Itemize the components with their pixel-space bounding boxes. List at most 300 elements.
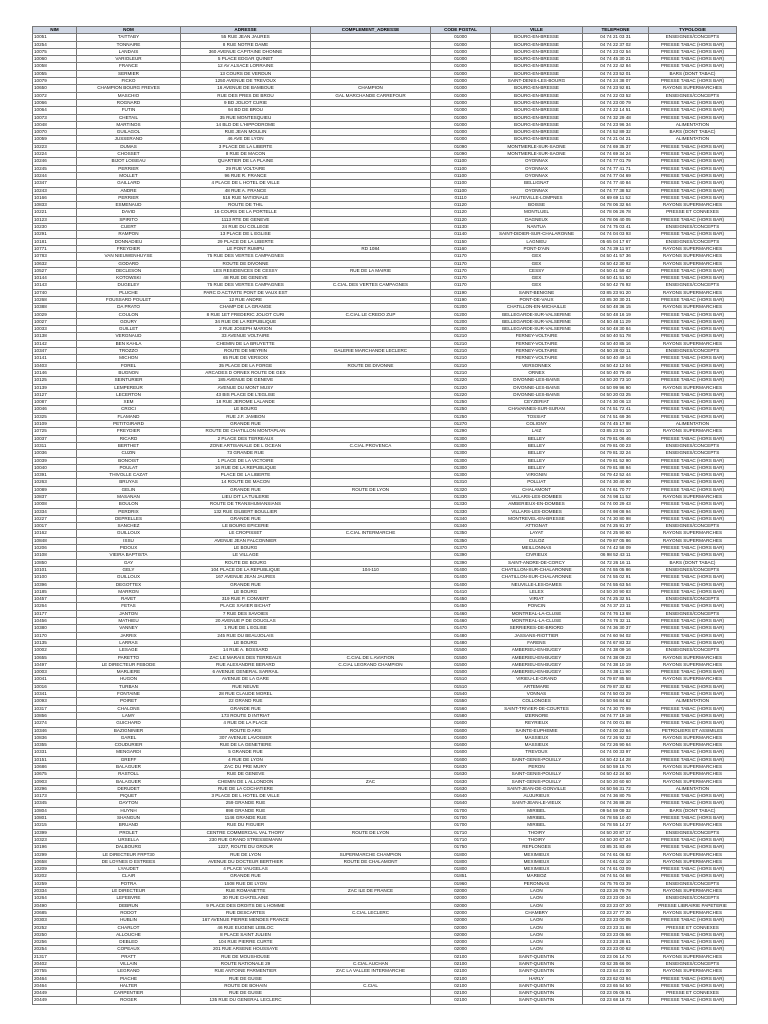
cell-code-postal: 01000 — [431, 114, 491, 121]
cell-code-postal: 01170 — [431, 275, 491, 282]
cell-telephone: 04 79 87 32 82 — [583, 683, 649, 690]
cell-nim: 10341 — [33, 691, 77, 698]
cell-code-postal: 01630 — [431, 785, 491, 792]
table-row — [33, 362, 737, 369]
cell-adresse: AVENUE JEAN FALCONNIER — [181, 537, 311, 544]
cell-code-postal: 01560 — [431, 705, 491, 712]
cell-nim: 10224 — [33, 151, 77, 158]
cell-nom: GAY — [77, 559, 181, 566]
cell-adresse: 8 RUE DE MACON — [181, 151, 311, 158]
cell-nom: SANCHEZ — [77, 523, 181, 530]
cell-nom: GODARD — [77, 260, 181, 267]
cell-nom: DECLESON — [77, 267, 181, 274]
cell-nim: 10093 — [33, 698, 77, 705]
cell-telephone: 03 23 23 00 62 — [583, 946, 649, 953]
table-row — [33, 406, 737, 413]
cell-telephone: 04 74 77 19 18 — [583, 712, 649, 719]
cell-nom: LEMPEREUR — [77, 384, 181, 391]
cell-complement-adresse — [311, 143, 431, 150]
table-row — [33, 888, 737, 895]
cell-nim: 20250 — [33, 931, 77, 938]
cell-typologie: ENSEIGNES/CONCEPTS — [649, 610, 737, 617]
cell-telephone: 04 79 87 05 86 — [583, 537, 649, 544]
cell-nim: 10221 — [33, 209, 77, 216]
cell-adresse: 173 ROUTE D INTRIAT — [181, 712, 311, 719]
cell-complement-adresse — [311, 479, 431, 486]
cell-nim: 10123 — [33, 216, 77, 223]
cell-nim: 20464 — [33, 982, 77, 989]
cell-typologie: RAYONS SUPERMARCHES — [649, 771, 737, 778]
cell-nom: MENGARDI — [77, 749, 181, 756]
cell-adresse: GRANDE RUE — [181, 515, 311, 522]
cell-adresse: 5 GRANDE RUE — [181, 749, 311, 756]
table-row — [33, 756, 737, 763]
cell-complement-adresse — [311, 326, 431, 333]
cell-typologie: PRESSE TABAC (HORS BAR) — [649, 377, 737, 384]
cell-nim: 10075 — [33, 48, 77, 55]
cell-typologie: RAYONS SUPERMARCHES — [649, 260, 737, 267]
cell-ville: ATTIGNAT — [491, 523, 583, 530]
cell-code-postal: 01100 — [431, 187, 491, 194]
cell-complement-adresse — [311, 800, 431, 807]
cell-nim: 10347 — [33, 180, 77, 187]
cell-code-postal: 01100 — [431, 172, 491, 179]
cell-ville: MONTREAL-LA-CLUSE — [491, 610, 583, 617]
cell-nim: 10291 — [33, 231, 77, 238]
cell-typologie: BARS (DONT TABAC) — [649, 129, 737, 136]
table-row — [33, 961, 737, 968]
cell-ville: PONCIN — [491, 603, 583, 610]
cell-code-postal: 01200 — [431, 326, 491, 333]
cell-typologie: RAYONS SUPERMARCHES — [649, 742, 737, 749]
cell-nim: 10230 — [33, 224, 77, 231]
cell-complement-adresse — [311, 691, 431, 698]
cell-code-postal: 02000 — [431, 909, 491, 916]
cell-adresse: 96 RUE R. FRANCE — [181, 172, 311, 179]
cell-nom: FOUSSARD POULET — [77, 296, 181, 303]
cell-code-postal: 01170 — [431, 260, 491, 267]
cell-nom: LE DIRECTEUR FRPT30 — [77, 851, 181, 858]
cell-telephone: 04 74 51 72 41 — [583, 406, 649, 413]
header-complement-adresse: COMPLEMENT_ADRESSE — [311, 27, 431, 34]
cell-telephone: 03 23 64 21 00 — [583, 968, 649, 975]
cell-code-postal: 01370 — [431, 545, 491, 552]
cell-ville: POLLIAT — [491, 479, 583, 486]
cell-complement-adresse — [311, 399, 431, 406]
cell-telephone: 04 74 30 80 98 — [583, 515, 649, 522]
cell-nim: 10125 — [33, 377, 77, 384]
cell-nom: RAMPON — [77, 231, 181, 238]
cell-code-postal: 02100 — [431, 961, 491, 968]
cell-telephone: 04 50 41 57 36 — [583, 253, 649, 260]
cell-nom: HUBLIN — [77, 917, 181, 924]
table-row — [33, 165, 737, 172]
table-row — [33, 508, 737, 515]
cell-complement-adresse — [311, 340, 431, 347]
cell-nom: FONTAINE — [77, 691, 181, 698]
cell-code-postal: 01100 — [431, 158, 491, 165]
cell-ville: SERRIERES-DE-BRIORD — [491, 625, 583, 632]
cell-telephone: 04 78 55 14 27 — [583, 822, 649, 829]
cell-ville: LELEX — [491, 588, 583, 595]
cell-code-postal: 02000 — [431, 888, 491, 895]
cell-telephone: 04 50 48 30 84 — [583, 326, 649, 333]
cell-typologie: PRESSE TABAC (HORS BAR) — [649, 515, 737, 522]
cell-code-postal: 01120 — [431, 209, 491, 216]
cell-nom: VERGNAUD — [77, 333, 181, 340]
cell-nim: 10151 — [33, 756, 77, 763]
cell-telephone: 04 74 67 83 32 — [583, 639, 649, 646]
cell-telephone: 04 74 30 06 13 — [583, 399, 649, 406]
cell-code-postal: 01090 — [431, 143, 491, 150]
cell-telephone: 04 50 56 31 72 — [583, 785, 649, 792]
cell-telephone: 04 74 30 70 99 — [583, 705, 649, 712]
table-row — [33, 785, 737, 792]
cell-ville: MEXIMIEUX — [491, 858, 583, 865]
cell-telephone: 04 74 36 88 28 — [583, 800, 649, 807]
cell-code-postal: 01340 — [431, 515, 491, 522]
cell-adresse: GRANDE RUE — [181, 581, 311, 588]
cell-ville: SAINT-DENIS-LES-BOURG — [491, 78, 583, 85]
cell-nim: 10380 — [33, 625, 77, 632]
cell-code-postal: 01960 — [431, 880, 491, 887]
header-row — [33, 27, 737, 34]
cell-telephone: 04 50 42 24 60 — [583, 771, 649, 778]
cell-adresse: ROUTE NATIONALE 29 — [181, 961, 311, 968]
cell-adresse: CENTRE COMMERCIAL VAL THORY — [181, 829, 311, 836]
cell-nim: 10101 — [33, 566, 77, 573]
cell-telephone: 04 74 77 04 69 — [583, 172, 649, 179]
cell-code-postal: 01130 — [431, 224, 491, 231]
table-row — [33, 479, 737, 486]
cell-code-postal: 01000 — [431, 41, 491, 48]
table-row — [33, 56, 737, 63]
cell-nim: 20755 — [33, 968, 77, 975]
cell-ville: BOURG-EN-BRESSE — [491, 136, 583, 143]
cell-nom: FICKO — [77, 78, 181, 85]
cell-complement-adresse — [311, 793, 431, 800]
cell-code-postal: 01250 — [431, 399, 491, 406]
cell-ville: VERSONNEX — [491, 362, 583, 369]
cell-telephone: 03 85 31 83 49 — [583, 844, 649, 851]
cell-complement-adresse — [311, 807, 431, 814]
table-row — [33, 216, 737, 223]
table-row — [33, 421, 737, 428]
cell-nom: DE LOYNES D ESTREES — [77, 858, 181, 865]
cell-code-postal: 01340 — [431, 523, 491, 530]
cell-telephone: 04 74 61 02 10 — [583, 858, 649, 865]
table-row — [33, 858, 737, 865]
cell-typologie: RAYONS SUPERMARCHES — [649, 734, 737, 741]
table-row — [33, 771, 737, 778]
cell-nim: 20303 — [33, 917, 77, 924]
table-row — [33, 442, 737, 449]
cell-code-postal: 01710 — [431, 829, 491, 836]
cell-typologie: ENSEIGNES/CONCEPTS — [649, 450, 737, 457]
cell-ville: BOURG-EN-BRESSE — [491, 92, 583, 99]
cell-nom: GELY — [77, 566, 181, 573]
cell-typologie: PRESSE TABAC (HORS BAR) — [649, 311, 737, 318]
cell-complement-adresse — [311, 194, 431, 201]
table-row — [33, 829, 737, 836]
cell-nim: 10100 — [33, 574, 77, 581]
cell-complement-adresse: CHAMPION — [311, 85, 431, 92]
cell-typologie: ENSEIGNES/CONCEPTS — [649, 895, 737, 902]
cell-telephone: 04 50 20 03 25 — [583, 391, 649, 398]
cell-code-postal: 01750 — [431, 844, 491, 851]
cell-ville: LAON — [491, 924, 583, 931]
cell-complement-adresse — [311, 559, 431, 566]
cell-ville: DIVONNE-LES-BAINS — [491, 384, 583, 391]
cell-adresse: 65 RUE DE VERSOIX — [181, 355, 311, 362]
cell-telephone: 03 23 62 03 94 — [583, 975, 649, 982]
cell-nim: 20685 — [33, 909, 77, 916]
cell-complement-adresse — [311, 99, 431, 106]
cell-typologie: ENSEIGNES/CONCEPTS — [649, 647, 737, 654]
table-row — [33, 151, 737, 158]
cell-complement-adresse — [311, 705, 431, 712]
cell-adresse: LE BOURG — [181, 406, 311, 413]
cell-typologie: PRESSE TABAC (HORS BAR) — [649, 464, 737, 471]
cell-code-postal: 01640 — [431, 800, 491, 807]
table-row — [33, 603, 737, 610]
cell-complement-adresse — [311, 289, 431, 296]
table-row — [33, 428, 737, 435]
cell-nim: 10070 — [33, 129, 77, 136]
table-row — [33, 92, 737, 99]
cell-adresse: 132 RUE GILBERT BOULLIER — [181, 508, 311, 515]
table-row — [33, 70, 737, 77]
cell-ville: SAINT-QUENTIN — [491, 968, 583, 975]
table-row — [33, 749, 737, 756]
cell-adresse: RUE DU FIGUIER — [181, 822, 311, 829]
cell-ville: BELLEY — [491, 435, 583, 442]
cell-complement-adresse — [311, 953, 431, 960]
cell-telephone: 04 72 26 92 32 — [583, 734, 649, 741]
table-row — [33, 654, 737, 661]
cell-code-postal: 02100 — [431, 982, 491, 989]
cell-telephone: 04 50 20 60 60 — [583, 778, 649, 785]
cell-nom: URSELLA — [77, 836, 181, 843]
cell-code-postal: 01800 — [431, 851, 491, 858]
cell-adresse: PLACE DE LA LIBERTE — [181, 472, 311, 479]
cell-complement-adresse — [311, 924, 431, 931]
table-row — [33, 734, 737, 741]
cell-nim: 10650 — [33, 85, 77, 92]
cell-telephone: 04 74 00 01 88 — [583, 720, 649, 727]
cell-adresse: 13 PLACE DE L EGLISE — [181, 231, 311, 238]
cell-nim: 10143 — [33, 282, 77, 289]
cell-nim: 10127 — [33, 391, 77, 398]
cell-ville: BELLEY — [491, 442, 583, 449]
cell-adresse: 167 AVENUE PIERRE MENDES FRANCE — [181, 917, 311, 924]
cell-adresse: RUE J.F. JAMBON — [181, 413, 311, 420]
cell-ville: PERONNAS — [491, 880, 583, 887]
cell-typologie: PRESSE TABAC (HORS BAR) — [649, 800, 737, 807]
cell-code-postal: 01630 — [431, 771, 491, 778]
cell-telephone: 03 23 06 14 70 — [583, 953, 649, 960]
table-row — [33, 763, 737, 770]
cell-complement-adresse — [311, 165, 431, 172]
cell-telephone: 04 74 23 00 79 — [583, 99, 649, 106]
cell-telephone: 04 78 55 10 40 — [583, 815, 649, 822]
cell-ville: CHALAMONT — [491, 486, 583, 493]
cell-adresse: ZAC DU PRE MURY — [181, 763, 311, 770]
cell-complement-adresse — [311, 56, 431, 63]
cell-adresse: 259 GRANDE RUE — [181, 800, 311, 807]
cell-telephone: 04 72 26 90 64 — [583, 742, 649, 749]
cell-nim: 10686 — [33, 763, 77, 770]
cell-ville: MONTREAL-LA-CLUSE — [491, 618, 583, 625]
table-row — [33, 245, 737, 252]
table-row — [33, 129, 737, 136]
cell-code-postal: 01000 — [431, 56, 491, 63]
cell-code-postal: 01310 — [431, 479, 491, 486]
cell-adresse: 1 PLACE DE LA VICTOIRE — [181, 457, 311, 464]
cell-typologie: PRESSE TABAC (HORS BAR) — [649, 815, 737, 822]
cell-ville: AMBERIEU-EN-BUGEY — [491, 661, 583, 668]
cell-telephone: 04 74 22 37 02 — [583, 41, 649, 48]
cell-complement-adresse — [311, 333, 431, 340]
cell-nom: ISSU — [77, 537, 181, 544]
table-row — [33, 559, 737, 566]
cell-nim: 10497 — [33, 661, 77, 668]
table-row — [33, 413, 737, 420]
cell-adresse: 22 GRAND RUE — [181, 698, 311, 705]
cell-adresse: LIEU DIT LA TUILERIE — [181, 494, 311, 501]
table-row — [33, 231, 737, 238]
cell-nim: 10837 — [33, 494, 77, 501]
cell-adresse: 5 PLACE EDGAR QUINET — [181, 56, 311, 63]
cell-typologie: PRESSE TABAC (HORS BAR) — [649, 931, 737, 938]
cell-code-postal: 01000 — [431, 70, 491, 77]
cell-code-postal: 01090 — [431, 151, 491, 158]
table-row — [33, 566, 737, 573]
table-row — [33, 530, 737, 537]
cell-code-postal: 01000 — [431, 129, 491, 136]
cell-code-postal: 01200 — [431, 304, 491, 311]
table-row — [33, 391, 737, 398]
cell-complement-adresse: C.CIAL — [311, 982, 431, 989]
cell-ville: REPLONGES — [491, 844, 583, 851]
cell-telephone: 03 23 23 28 61 — [583, 939, 649, 946]
cell-telephone: 04 74 51 69 36 — [583, 413, 649, 420]
cell-nim: 10064 — [33, 107, 77, 114]
cell-code-postal: 01510 — [431, 683, 491, 690]
cell-code-postal: 01640 — [431, 793, 491, 800]
cell-ville: MEXIMIEUX — [491, 851, 583, 858]
cell-code-postal: 01220 — [431, 377, 491, 384]
cell-typologie: PRESSE TABAC (HORS BAR) — [649, 78, 737, 85]
cell-telephone: 04 72 26 16 11 — [583, 559, 649, 566]
cell-typologie: PRESSE TABAC (HORS BAR) — [649, 508, 737, 515]
table-row — [33, 187, 737, 194]
cell-typologie: PRESSE TABAC (HORS BAR) — [649, 552, 737, 559]
cell-adresse: 1508 RUE DE LYON — [181, 880, 311, 887]
cell-adresse: LE BOURG — [181, 639, 311, 646]
cell-ville: THOIRY — [491, 829, 583, 836]
cell-complement-adresse — [311, 975, 431, 982]
table-row — [33, 632, 737, 639]
cell-ville: AUJURIEUX — [491, 793, 583, 800]
cell-telephone: 04 79 87 85 58 — [583, 676, 649, 683]
cell-code-postal: 02100 — [431, 968, 491, 975]
cell-adresse: 35 RUE MONTESQUIEU — [181, 114, 311, 121]
cell-complement-adresse — [311, 515, 431, 522]
cell-telephone: 04 74 00 29 43 — [583, 501, 649, 508]
cell-nim: 10345 — [33, 800, 77, 807]
cell-adresse: RUE DES PRES DE BROU — [181, 92, 311, 99]
cell-adresse: ZAC LE MARAIS DES TERREAUX — [181, 654, 311, 661]
cell-nim: 10325 — [33, 413, 77, 420]
table-row — [33, 340, 737, 347]
cell-complement-adresse — [311, 114, 431, 121]
cell-nom: BRUYAS — [77, 479, 181, 486]
cell-telephone: 03 23 27 77 30 — [583, 909, 649, 916]
cell-nom: DONNADIEU — [77, 238, 181, 245]
cell-nom: THIVOLLE CAZAT — [77, 472, 181, 479]
cell-code-postal: 01150 — [431, 238, 491, 245]
cell-adresse: 14 ROUTE DE MACON — [181, 479, 311, 486]
cell-ville: SAINTE-EUPHEMIE — [491, 727, 583, 734]
cell-complement-adresse — [311, 523, 431, 530]
cell-nim: 10658 — [33, 858, 77, 865]
cell-nom: HUYNH — [77, 807, 181, 814]
cell-typologie: ALIMENTATION — [649, 698, 737, 705]
table-row — [33, 873, 737, 880]
cell-telephone: 03 62 35 66 06 — [583, 961, 649, 968]
cell-nom: GELIN — [77, 486, 181, 493]
cell-nim: 10185 — [33, 588, 77, 595]
cell-nom: TURBAN — [77, 683, 181, 690]
cell-nim: 10008 — [33, 501, 77, 508]
cell-ville: FERNEY-VOLTAIRE — [491, 340, 583, 347]
cell-ville: BOURG-EN-BRESSE — [491, 129, 583, 136]
cell-complement-adresse — [311, 669, 431, 676]
cell-code-postal: 01140 — [431, 231, 491, 238]
cell-complement-adresse — [311, 41, 431, 48]
cell-nom: GOURY — [77, 318, 181, 325]
cell-ville: PONT-D'AIN — [491, 245, 583, 252]
cell-ville: LAON — [491, 939, 583, 946]
cell-code-postal: 01210 — [431, 369, 491, 376]
cell-telephone: 04 74 77 01 79 — [583, 158, 649, 165]
cell-complement-adresse — [311, 129, 431, 136]
cell-nim: 10268 — [33, 296, 77, 303]
cell-adresse: 16 COURS DE LA PORTELLE — [181, 209, 311, 216]
cell-adresse: 13 COURS DE VERDUN — [181, 70, 311, 77]
cell-telephone: 04 74 00 33 97 — [583, 749, 649, 756]
cell-nom: CLAIR — [77, 873, 181, 880]
cell-nim: 10296 — [33, 785, 77, 792]
cell-typologie: PRESSE TABAC (HORS BAR) — [649, 479, 737, 486]
cell-nom: PRATT — [77, 953, 181, 960]
cell-code-postal: 02000 — [431, 895, 491, 902]
table-row — [33, 326, 737, 333]
cell-nom: FOREL — [77, 362, 181, 369]
cell-complement-adresse — [311, 742, 431, 749]
cell-typologie: PRESSE TABAC (HORS BAR) — [649, 362, 737, 369]
cell-adresse: RUE ALEXANDRE BERARD — [181, 661, 311, 668]
table-row — [33, 866, 737, 873]
cell-telephone: 04 74 04 03 93 — [583, 231, 649, 238]
table-row — [33, 85, 737, 92]
cell-nim: 10206 — [33, 545, 77, 552]
cell-typologie: PRESSE TABAC (HORS BAR) — [649, 472, 737, 479]
table-row — [33, 574, 737, 581]
cell-nim: 10323 — [33, 836, 77, 843]
cell-typologie: PRESSE TABAC (HORS BAR) — [649, 318, 737, 325]
